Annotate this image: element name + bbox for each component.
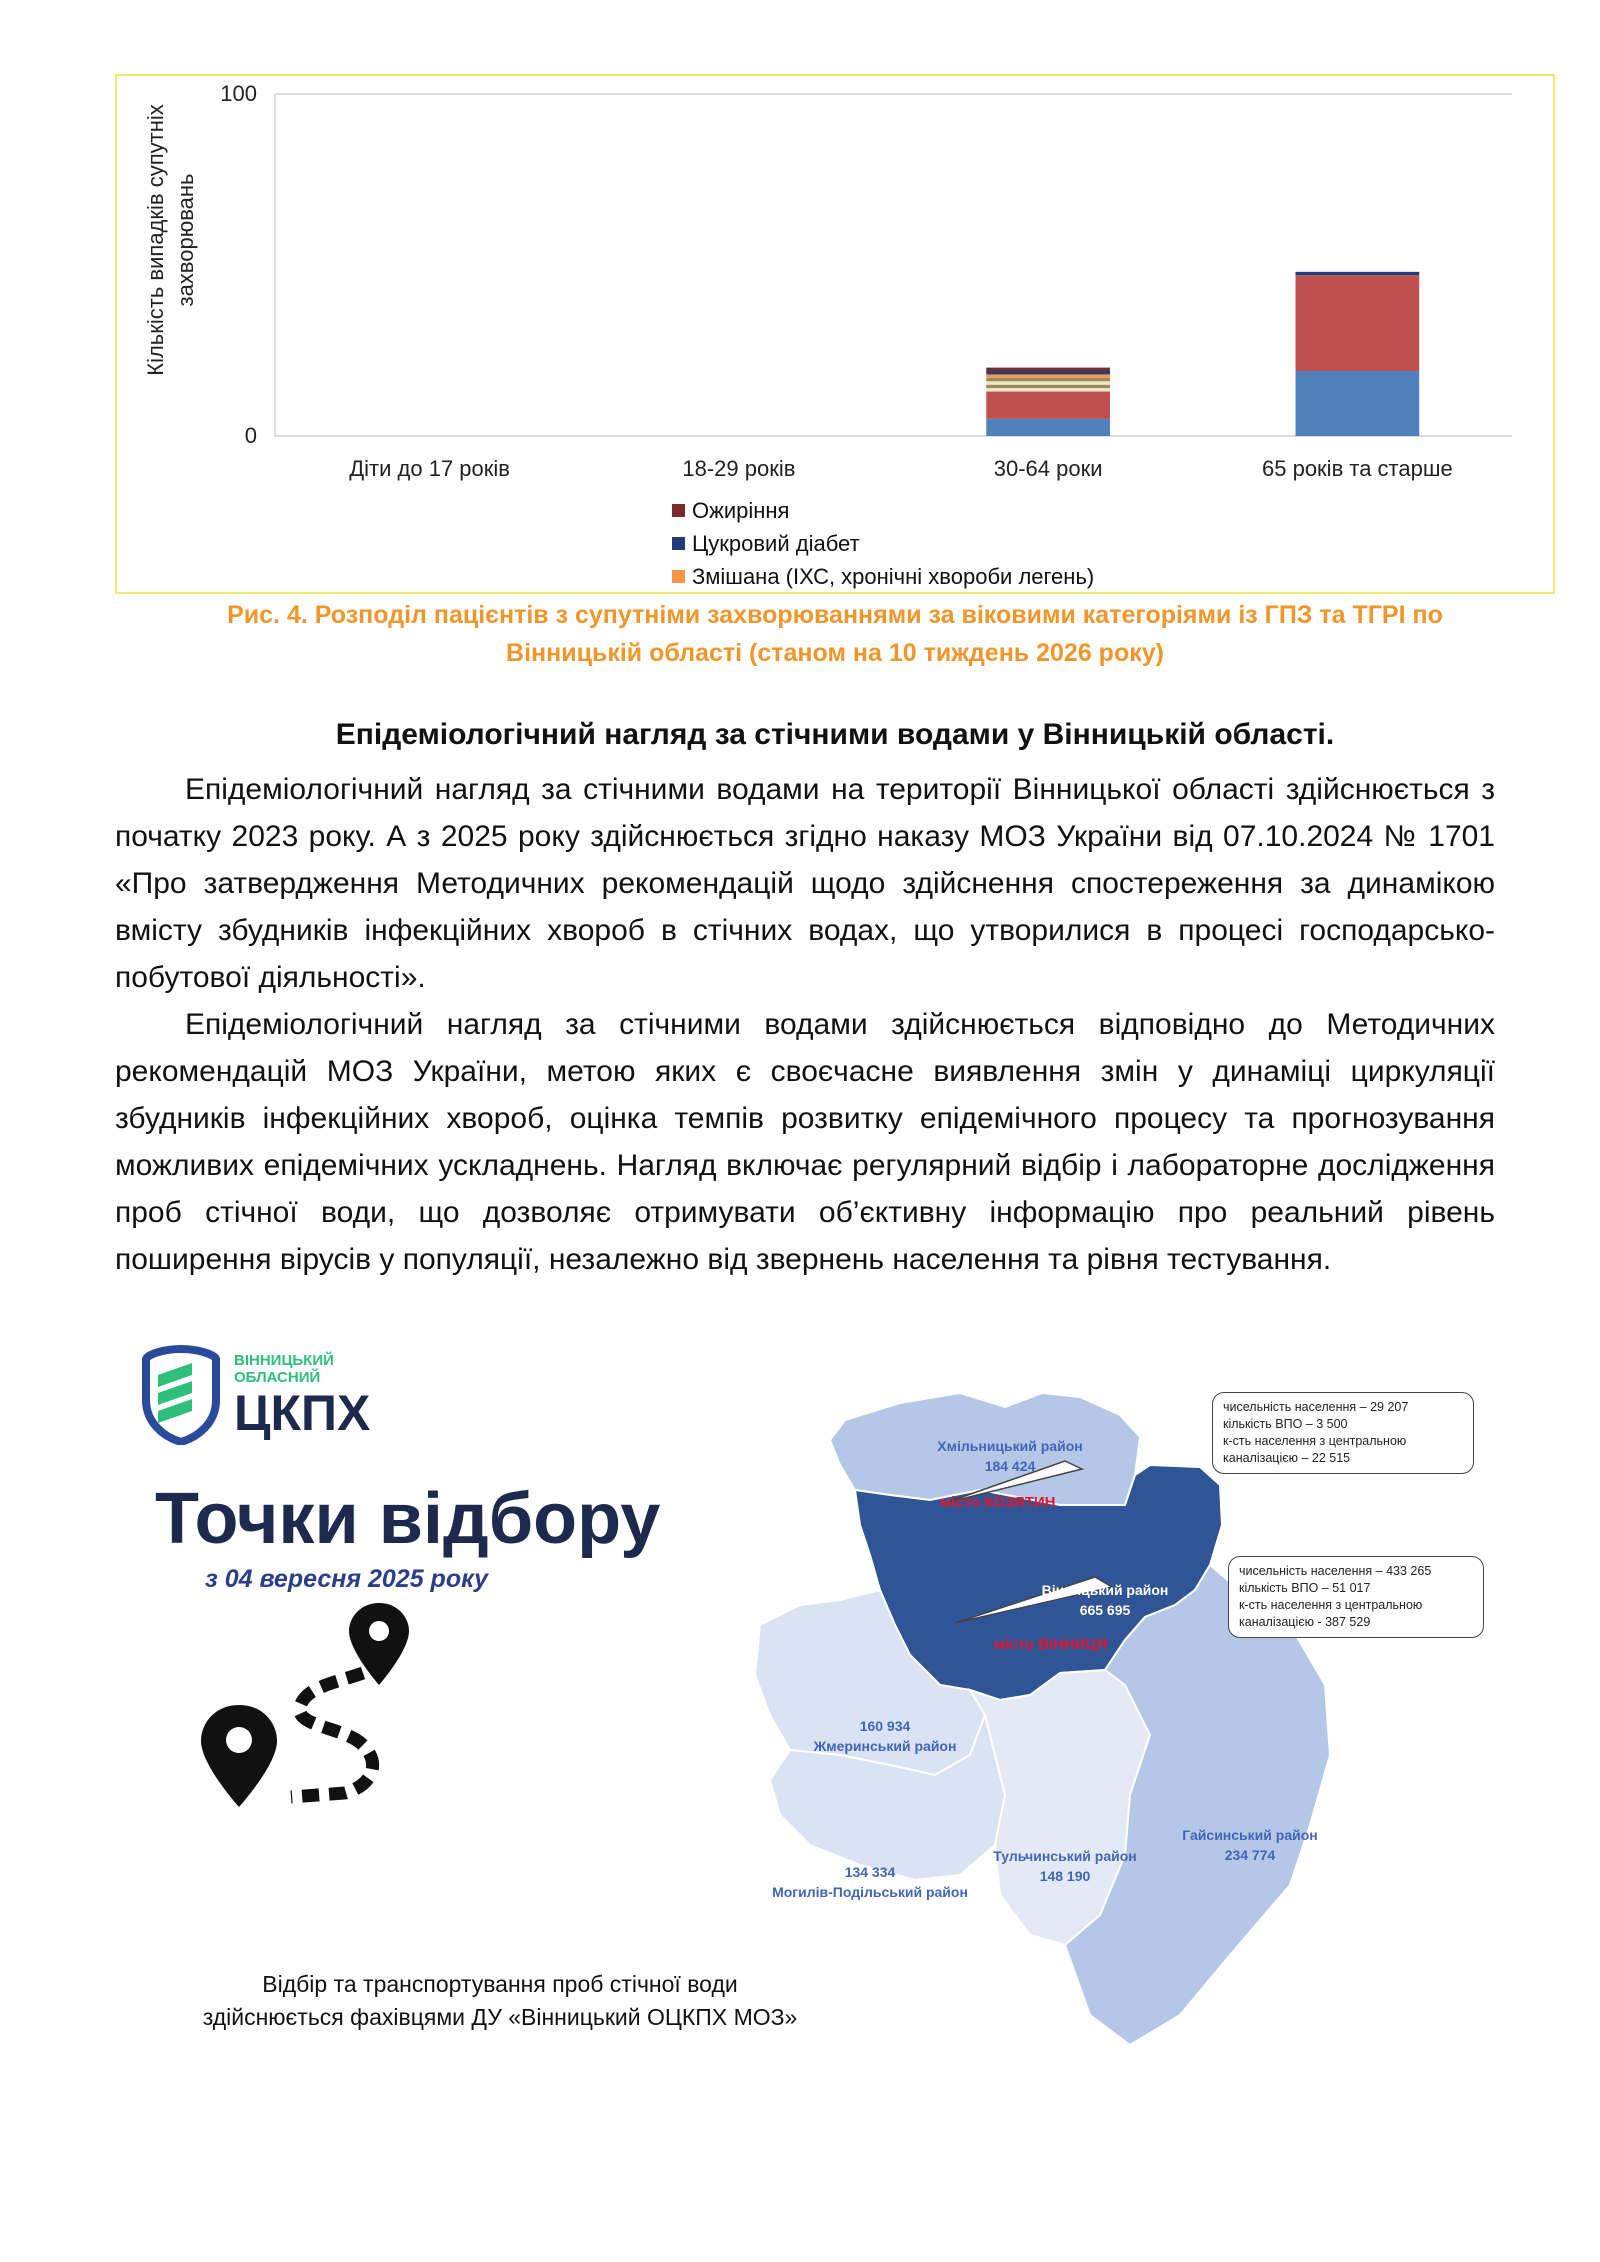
bar-s4-cat-2: [986, 385, 1110, 388]
route-map-pins-icon: [195, 1595, 425, 1825]
y-tick-label-0: 0: [244, 423, 257, 448]
section-heading: Епідеміологічний нагляд за стічними водами у Вінницькій області.: [335, 718, 1335, 751]
map-label-zhmerynka: [765, 1716, 1005, 1756]
legend-label-diabetes: Цукровий діабет: [692, 531, 860, 556]
body-text: [115, 766, 1495, 1283]
bar-s2-cat-3: [1296, 275, 1420, 371]
legend-label-obesity: Ожиріння: [692, 498, 790, 523]
district-population-haisyn: 234 774: [1224, 1847, 1276, 1863]
footer-line-1: Відбір та транспортування проб стічної води: [262, 1971, 738, 1997]
chart-legend: [672, 494, 1094, 593]
footer-line-2: здійснюється фахівцями ДУ «Вінницький ОЦКПХ МОЗ»: [202, 2004, 798, 2030]
callout-2-line-3: к-сть населення з центральною: [1239, 1598, 1423, 1612]
district-population-khmilnyk: 184 424: [984, 1458, 1036, 1474]
y-tick-label-100: 100: [220, 81, 257, 106]
callout-1-line-1: чисельність населення – 29 207: [1223, 1400, 1409, 1414]
bar-s8-cat-2: [986, 371, 1110, 374]
y-axis-label-line-1: Кількість випадків супутніх: [143, 104, 168, 376]
points-title: Точки відбору: [155, 1479, 661, 1559]
callout-2-line-2: кількість ВПО – 51 017: [1239, 1581, 1371, 1595]
paragraph-1: Епідеміологічний нагляд за стічними водами на території Вінницької області здійснюється з початку 2023 року. А з 2025 року здійснюється згідно наказу МОЗ України від 07.10.2024 № 1701 «Про затвердження Методичних рекомендацій щодо здійснення спостереження за динамікою вмісту збудників інфекційних хвороб в стічних водах, що утворилися в процесі господарсько-побутової діяльності».: [115, 773, 1495, 994]
legend-swatch-mixed: [672, 570, 685, 583]
bar-s7-cat-2: [986, 374, 1110, 377]
x-tick-label-2: 30-64 роки: [993, 456, 1103, 481]
logo-text: [234, 1352, 371, 1441]
logo-main: ЦКПХ: [234, 1385, 371, 1441]
city-label-vinnytsia: місто ВІННИЦЯ: [994, 1636, 1108, 1653]
callout-2-line-4: каналізацією - 387 529: [1239, 1615, 1371, 1629]
x-tick-label-3: 65 років та старше: [1262, 456, 1453, 481]
district-population-zhmerynka: 160 934: [859, 1718, 911, 1734]
legend-item-obesity: [672, 494, 1094, 527]
district-name-khmilnyk: Хмільницький район: [937, 1438, 1083, 1454]
bar-s8-cat-3: [1296, 272, 1420, 275]
logo-line-1: ВІННИЦЬКИЙ: [234, 1352, 334, 1369]
district-name-mohyliv: Могилів-Подільський район: [772, 1884, 968, 1900]
legend-item-diabetes: [672, 527, 1094, 560]
legend-label-mixed: Змішана (ІХС, хронічні хвороби легень): [692, 564, 1095, 589]
bar-s2-cat-2: [986, 392, 1110, 419]
callout-koziatyn: [1212, 1392, 1474, 1474]
legend-swatch-obesity: [672, 504, 685, 517]
map-label-khmilnyk: [890, 1436, 1130, 1476]
bar-s9-cat-2: [986, 368, 1110, 371]
figure-caption: [115, 596, 1555, 672]
callout-vinnytsia: [1228, 1556, 1484, 1638]
logo-line-2: ОБЛАСНИЙ: [234, 1369, 321, 1386]
map-label-vinnytsia: [985, 1580, 1225, 1620]
bar-s3-cat-2: [986, 388, 1110, 391]
shield-logo-icon: [140, 1345, 222, 1445]
bar-s1-cat-2: [986, 419, 1110, 436]
district-name-tulchyn: Тульчинський район: [993, 1848, 1137, 1864]
district-name-haisyn: Гайсинський район: [1182, 1827, 1318, 1843]
caption-line-2: Вінницькій області (станом на 10 тиждень 2026 року): [506, 639, 1164, 667]
y-axis-label: [143, 104, 198, 375]
legend-item-mixed: [672, 560, 1094, 593]
city-label-koziatyn: місто КОЗЯТИН: [940, 1494, 1056, 1511]
district-population-vinnytsia: 665 695: [1079, 1602, 1131, 1618]
x-tick-label-1: 18-29 років: [682, 456, 796, 481]
district-population-tulchyn: 148 190: [1039, 1868, 1091, 1884]
district-name-vinnytsia: Вінницький район: [1041, 1582, 1169, 1598]
bar-s5-cat-2: [986, 381, 1110, 384]
district-name-zhmerynka: Жмеринський район: [813, 1738, 957, 1754]
district-population-mohyliv: 134 334: [844, 1864, 896, 1880]
callout-2-line-1: чисельність населення – 433 265: [1239, 1564, 1432, 1578]
y-axis-label-line-2: захворювань: [173, 173, 198, 307]
logo: [140, 1345, 370, 1445]
chart-container: [115, 74, 1555, 594]
points-subtitle: з 04 вересня 2025 року: [205, 1565, 488, 1593]
bar-s6-cat-2: [986, 378, 1110, 381]
paragraph-2: Епідеміологічний нагляд за стічними водами здійснюється відповідно до Методичних рекомендацій МОЗ України, метою яких є своєчасне виявлення змін у динаміці циркуляції збудників інфекційних хвороб, оцінка темпів розвитку епідемічного процесу та прогнозування можливих епідемічних ускладнень. Нагляд включає регулярний відбір і лабораторне дослідження проб стічної води, що дозволяє отримувати об’єктивну інформацію про реальний рівень поширення вірусів у популяції, незалежно від звернень населення та рівня тестування.: [115, 1008, 1495, 1276]
callout-1-line-3: к-сть населення з центральною: [1223, 1434, 1407, 1448]
map-label-haisyn: [1130, 1825, 1370, 1865]
callout-1-line-2: кількість ВПО – 3 500: [1223, 1417, 1348, 1431]
caption-line-1: Рис. 4. Розподіл пацієнтів з супутніми захворюваннями за віковими категоріями із ГПЗ та ТГРІ по: [227, 601, 1443, 629]
callout-1-line-4: каналізацією – 22 515: [1223, 1451, 1351, 1465]
x-tick-label-0: Діти до 17 років: [349, 456, 510, 481]
legend-swatch-diabetes: [672, 537, 685, 550]
bar-s1-cat-3: [1296, 371, 1420, 436]
